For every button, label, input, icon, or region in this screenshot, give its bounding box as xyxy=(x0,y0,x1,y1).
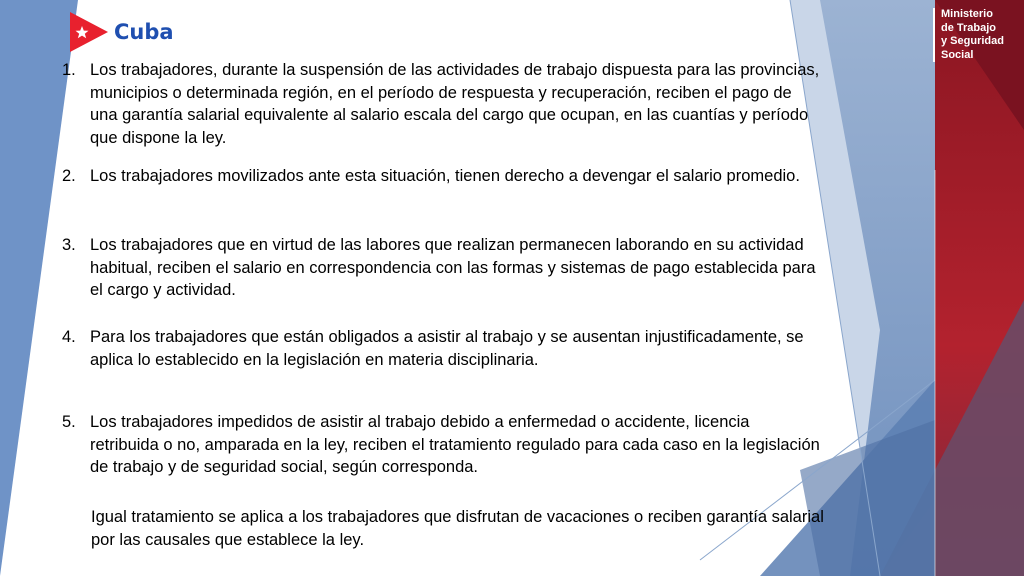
ministry-label xyxy=(933,8,1024,62)
item-text: Los trabajadores impedidos de asistir al trabajo debido a enfermedad o accidente, licencia retribuida o no, amparada en la ley, reciben el tratamiento regulado para cada caso en la legislación de trabajo y de seguridad social, según corresponda. xyxy=(90,413,820,476)
list-item xyxy=(62,234,822,302)
ministry-line: y Seguridad xyxy=(941,35,1004,47)
item-text: Los trabajadores, durante la suspensión de las actividades de trabajo dispuesta para las provincias, municipios o determinada región, en el período de respuesta y recuperación, reciben el pago de una garantía salarial equivalente al salario escala del cargo que ocupan, en las cuantías y período que dispone la ley. xyxy=(90,61,820,147)
item-number: 5. xyxy=(62,413,76,431)
item-number: 3. xyxy=(62,236,76,254)
item-text: Los trabajadores movilizados ante esta situación, tienen derecho a devengar el salario promedio. xyxy=(90,167,800,185)
item-number: 2. xyxy=(62,167,76,185)
brand-name: Cuba xyxy=(114,20,174,44)
brand-logo xyxy=(70,12,174,52)
ministry-line: de Trabajo xyxy=(941,21,997,34)
cuba-flag-triangle-icon xyxy=(70,12,108,52)
list-item xyxy=(62,165,822,188)
item-number: 1. xyxy=(62,61,76,79)
ministry-line: Ministerio xyxy=(941,8,993,20)
closing-note: Igual tratamiento se aplica a los trabajadores que disfrutan de vacaciones o reciben garantía salarial por las causales que establece la ley. xyxy=(91,508,824,549)
list-item xyxy=(62,326,822,371)
list-item xyxy=(62,411,822,479)
ministry-line: Social xyxy=(941,48,974,61)
item-number: 4. xyxy=(62,328,76,346)
item-text: Los trabajadores que en virtud de las labores que realizan permanecen laborando en su actividad habitual, reciben el salario en correspondencia con las formas y sistemas de pago establecida para el cargo y actividad. xyxy=(90,236,816,299)
list-item xyxy=(62,59,822,149)
item-text: Para los trabajadores que están obligados a asistir al trabajo y se ausentan injustificadamente, se aplica lo establecido en la legislación en materia disciplinaria. xyxy=(90,328,804,369)
